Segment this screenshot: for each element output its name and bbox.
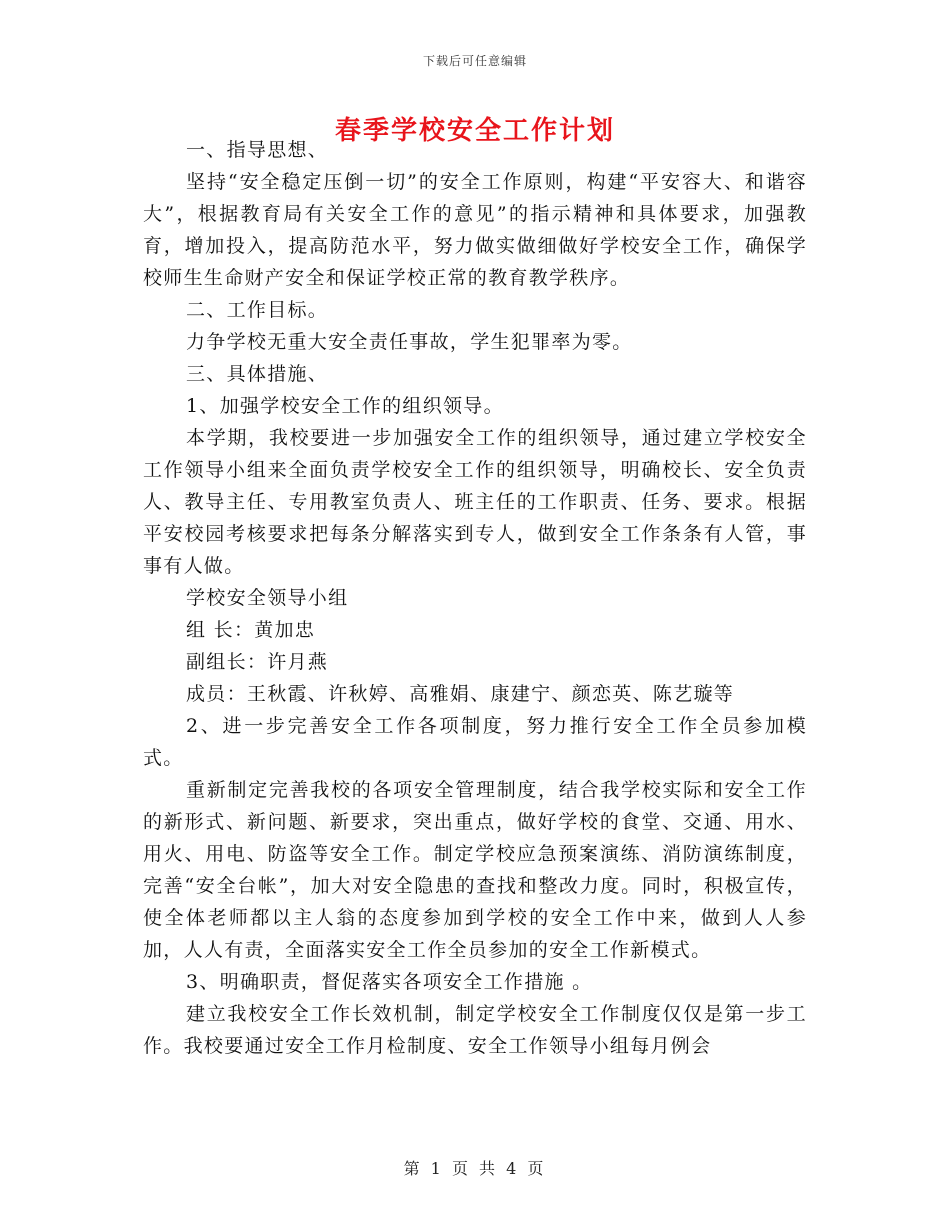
paragraph: 力争学校无重大安全责任事故，学生犯罪率为零。 bbox=[186, 331, 633, 353]
paragraph: 组 长：黄加忠 bbox=[186, 619, 316, 641]
page-header: 下载后可任意编辑 bbox=[422, 54, 527, 68]
paragraph: 坚持“安全稳定压倒一切”的安全工作原则，构建“平安容大、和谐容大”，根据教育局有关安全工作的意见”的指示精神和具体要求，加强教育，增加投入，提高防范水平，努力做实做细做好学校安全工作，确保学校师生生命财产安全和保证学校正常的教育教学秩序。 bbox=[143, 171, 807, 289]
paragraph: 二、工作目标。 bbox=[186, 299, 329, 321]
paragraph: 1、加强学校安全工作的组织领导。 bbox=[186, 395, 504, 417]
paragraph: 一、指导思想、 bbox=[186, 139, 329, 161]
paragraph: 2、进一步完善安全工作各项制度，努力推行安全工作全员参加模式。 bbox=[143, 715, 807, 769]
paragraph: 3、明确职责，督促落实各项安全工作措施 。 bbox=[186, 971, 593, 993]
document-body bbox=[143, 134, 807, 1062]
paragraph: 本学期，我校要进一步加强安全工作的组织领导，通过建立学校安全工作领导小组来全面负责学校安全工作的组织领导，明确校长、安全负责人、教导主任、专用教室负责人、班主任的工作职责、任务、要求。根据平安校园考核要求把每条分解落实到专人，做到安全工作条条有人管，事事有人做。 bbox=[143, 427, 807, 577]
page-footer: 第 1 页 共 4 页 bbox=[403, 1159, 547, 1178]
paragraph: 成员：王秋霞、许秋婷、高雅娟、康建宁、颜恋英、陈艺璇等 bbox=[186, 683, 735, 705]
paragraph: 副组长：许月燕 bbox=[186, 651, 329, 673]
paragraph: 建立我校安全工作长效机制，制定学校安全工作制度仅仅是第一步工作。我校要通过安全工作月检制度、安全工作领导小组每月例会 bbox=[143, 1003, 807, 1057]
paragraph: 三、具体措施、 bbox=[186, 363, 329, 385]
paragraph: 学校安全领导小组 bbox=[186, 587, 349, 609]
document-title: 春季学校安全工作计划 bbox=[334, 116, 615, 146]
paragraph: 重新制定完善我校的各项安全管理制度，结合我学校实际和安全工作的新形式、新问题、新要求，突出重点，做好学校的食堂、交通、用水、用火、用电、防盗等安全工作。制定学校应急预案演练、消防演练制度，完善“安全台帐”，加大对安全隐患的查找和整改力度。同时，积极宣传，使全体老师都以主人翁的态度参加到学校的安全工作中来，做到人人参加，人人有责，全面落实安全工作全员参加的安全工作新模式。 bbox=[143, 779, 807, 961]
